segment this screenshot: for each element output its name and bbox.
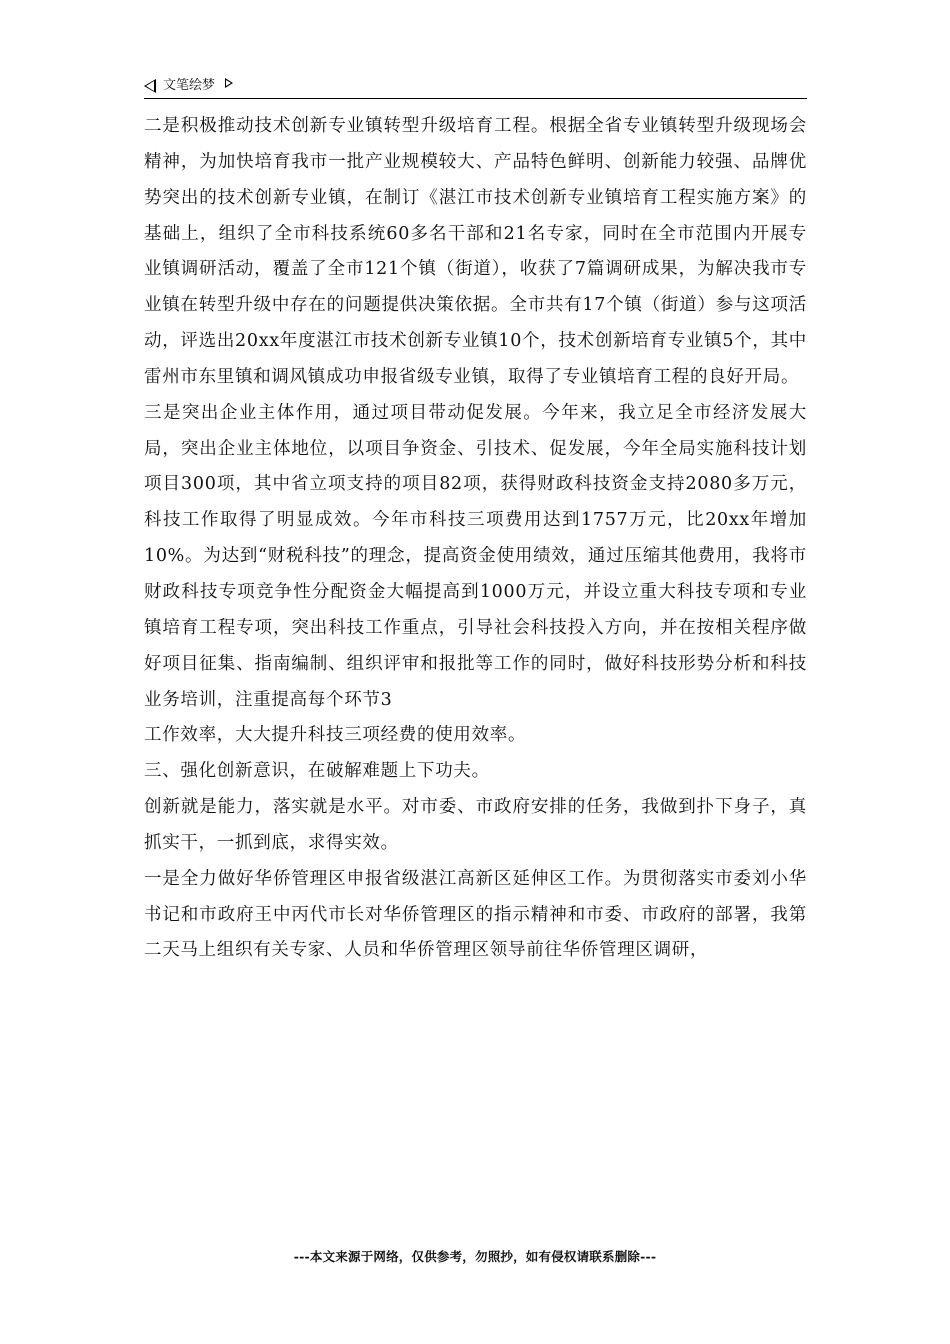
page-header <box>144 74 807 99</box>
triangle-left-icon <box>144 79 156 93</box>
paragraph-6: 一是全力做好华侨管理区申报省级湛江高新区延伸区工作。为贯彻落实市委刘小华书记和市政府王中丙代市长对华侨管理区的指示精神和市委、市政府的部署，我第二天马上组织有关专家、人员和华侨管理区领导前往华侨管理区调研， <box>144 868 807 961</box>
paragraph-3: 工作效率，大大提升科技三项经费的使用效率。 <box>144 725 527 746</box>
paragraph-1: 二是积极推动技术创新专业镇转型升级培育工程。根据全省专业镇转型升级现场会精神，为加快培育我市一批产业规模较大、产品特色鲜明、创新能力较强、品牌优势突出的技术创新专业镇，在制订《湛江市技术创新专业镇培育工程实施方案》的基础上，组织了全市科技系统60多名干部和21名专家，同时在全市范围内开展专业镇调研活动，覆盖了全市121个镇（街道），收获了7篇调研成果，为解决我市专业镇在转型升级中存在的问题提供决策依据。全市共有17个镇（街道）参与这项活动，评选出20xx年度湛江市技术创新专业镇10个，技术创新培育专业镇5个，其中雷州市东里镇和调风镇成功申报省级专业镇，取得了专业镇培育工程的良好开局。 <box>144 116 807 387</box>
paragraph-2: 三是突出企业主体作用，通过项目带动促发展。今年来，我立足全市经济发展大局，突出企业主体地位，以项目争资金、引技术、促发展，今年全局实施科技计划项目300项，其中省立项支持的项目82项，获得财政科技资金支持2080多万元，科技工作取得了明显成效。今年市科技三项费用达到1757万元，比20xx年增加10%。为达到“财税科技”的理念，提高资金使用绩效，通过压缩其他费用，我将市财政科技专项竞争性分配资金大幅提高到1000万元，并设立重大科技专项和专业镇培育工程专项，突出科技工作重点，引导社会科技投入方向，并在按相关程序做好项目征集、指南编制、组织评审和报批等工作的同时，做好科技形势分析和科技业务培训，注重提高每个环节3 <box>144 402 807 710</box>
header-title: 文笔绘梦 <box>163 78 216 93</box>
paragraph-4: 三、强化创新意识，在破解难题上下功夫。 <box>144 761 490 782</box>
paragraph-5: 创新就是能力，落实就是水平。对市委、市政府安排的任务，我做到扑下身子，真抓实干，一抓到底，求得实效。 <box>144 797 807 853</box>
page-footer: ---本文来源于网络，仅供参考，勿照抄，如有侵权请联系删除--- <box>293 1249 657 1264</box>
triangle-right-icon <box>225 78 233 88</box>
document-body <box>144 109 807 969</box>
